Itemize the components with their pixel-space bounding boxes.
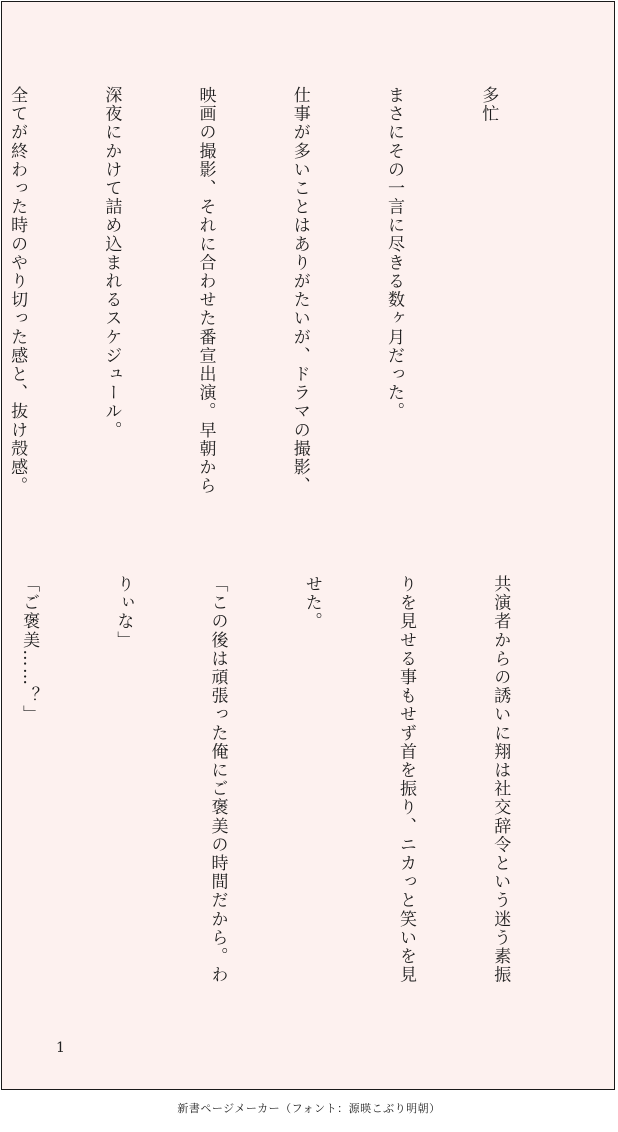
lower-text-block bbox=[1, 575, 578, 1025]
text-line: せた。 bbox=[301, 575, 322, 631]
text-line: 仕事が多いことはありがたいが、ドラマの撮影、 bbox=[289, 86, 310, 496]
page-number: 1 bbox=[56, 1040, 65, 1056]
upper-text-block bbox=[1, 86, 566, 556]
text-line: 「この後は頑張った俺にご褒美の時間だから。わ bbox=[207, 575, 228, 985]
text-line: りを見せる事もせず首を振り、ニカっと笑いを見 bbox=[395, 575, 416, 985]
text-line: まさにその一言に尽きる数ヶ月だった。 bbox=[383, 86, 404, 421]
footer-credit: 新書ページメーカー（フォント：源暎こぶり明朝） bbox=[177, 1102, 441, 1115]
text-line: 全てが終わった時のやり切った感と、抜け殻感。 bbox=[7, 86, 28, 496]
text-line: 深夜にかけて詰め込まれるスケジュール。 bbox=[101, 86, 122, 440]
text-line: 「ご褒美……？」 bbox=[19, 575, 40, 724]
manuscript-page bbox=[1, 1, 615, 1090]
text-line: りぃな」 bbox=[113, 575, 134, 650]
text-line: 映画の撮影、それに合わせた番宣出演。早朝から bbox=[195, 86, 216, 496]
text-line: 共演者からの誘いに翔は社交辞令という迷う素振 bbox=[490, 575, 511, 985]
text-line: 多忙 bbox=[478, 86, 499, 124]
